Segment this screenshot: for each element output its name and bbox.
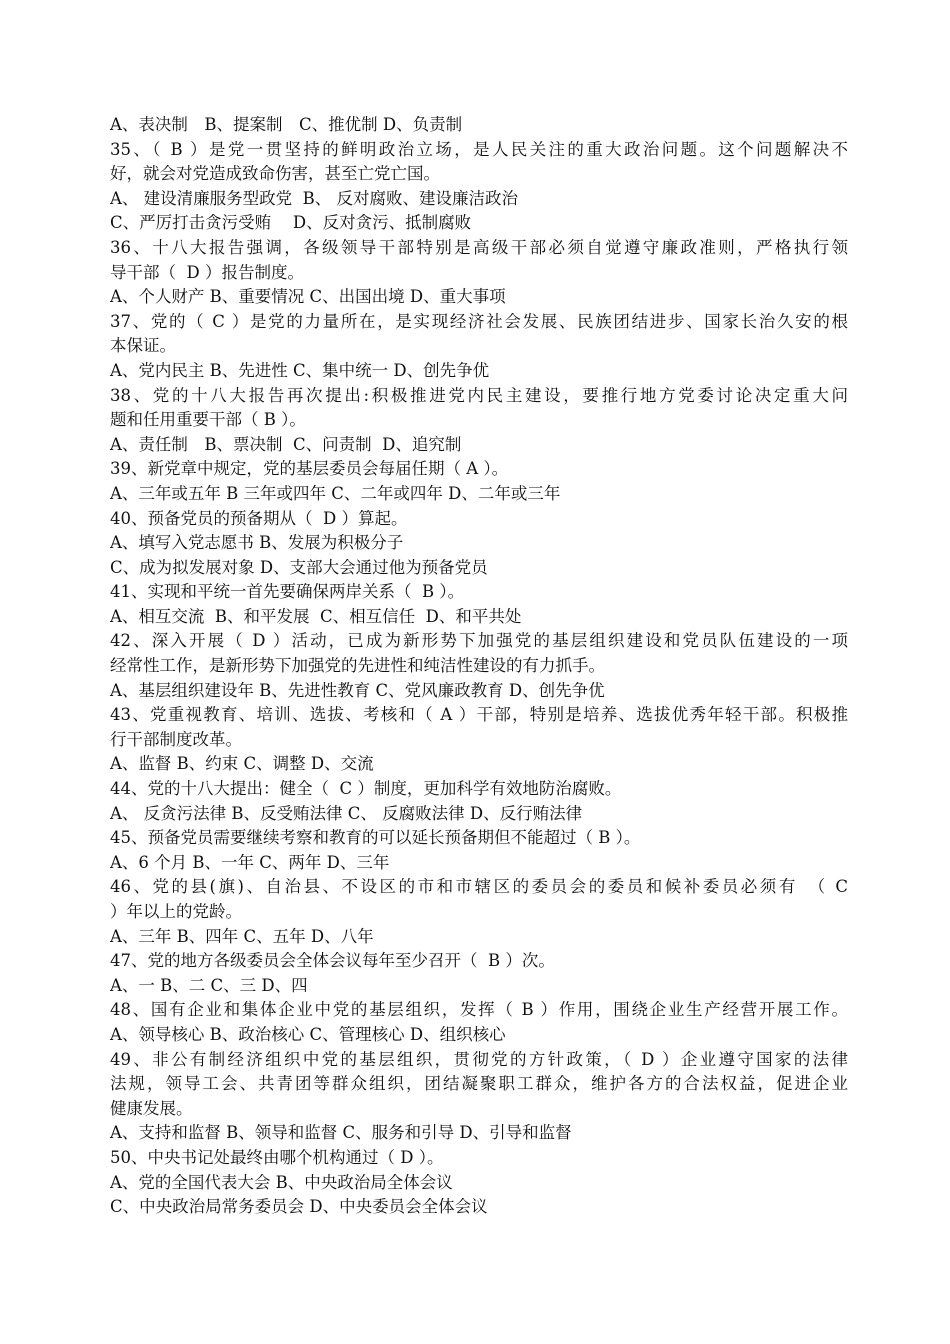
text-line: A、 建设清廉服务型政党 B、 反对腐败、建设廉洁政治 xyxy=(110,188,519,208)
text-line: 题和任用重要干部（ B ）。 xyxy=(110,410,306,430)
text-line: 44、党的十八大提出：健全（ C ）制度，更加科学有效地防治腐败。 xyxy=(110,779,622,799)
text-line: 50、中央书记处最终由哪个机构通过（ D ）。 xyxy=(110,1147,444,1167)
text-line: 41、实现和平统一首先要确保两岸关系（ B ）。 xyxy=(110,582,465,602)
text-line: 本保证。 xyxy=(110,336,176,356)
text-line: A、6 个月 B、一年 C、两年 D、三年 xyxy=(110,852,390,872)
text-line: A、三年 B、四年 C、五年 D、八年 xyxy=(110,926,374,946)
text-line: 法规，领导工会、共青团等群众组织，团结凝聚职工群众，维护各方的合法权益，促进企业 xyxy=(110,1074,848,1094)
text-line: 49、非公有制经济组织中党的基层组织，贯彻党的方针政策，（ D ）企业遵守国家的法律 xyxy=(110,1049,848,1069)
text-line: 行干部制度改革。 xyxy=(110,729,242,749)
text-line: A、相互交流 B、和平发展 C、相互信任 D、和平共处 xyxy=(110,606,522,626)
text-line: 47、党的地方各级委员会全体会议每年至少召开（ B ）次。 xyxy=(110,951,555,971)
text-line: 46、党的县(旗)、自治县、不设区的市和市辖区的委员会的委员和候补委员必须有 （ C xyxy=(110,877,848,897)
text-line: 48、国有企业和集体企业中党的基层组织，发挥（ B ）作用，围绕企业生产经营开展工作。 xyxy=(110,1000,848,1020)
text-line: 经常性工作，是新形势下加强党的先进性和纯洁性建设的有力抓手。 xyxy=(110,656,605,676)
text-line: A、领导核心 B、政治核心 C、管理核心 D、组织核心 xyxy=(110,1024,506,1044)
text-line: 好，就会对党造成致命伤害，甚至亡党亡国。 xyxy=(110,164,440,184)
text-line: 43、党重视教育、培训、选拔、考核和（ A ）干部，特别是培养、选拔优秀年轻干部。积极推 xyxy=(110,705,848,725)
text-line: 42、深入开展（ D ）活动，已成为新形势下加强党的基层组织建设和党员队伍建设的一项 xyxy=(110,631,848,651)
text-line: A、监督 B、约束 C、调整 D、交流 xyxy=(110,754,374,774)
text-line: 39、新党章中规定，党的基层委员会每届任期（ A ）。 xyxy=(110,459,509,479)
document-page xyxy=(110,113,848,1220)
text-line: C、成为拟发展对象 D、支部大会通过他为预备党员 xyxy=(110,557,488,577)
text-line: ）年以上的党龄。 xyxy=(110,902,242,921)
text-line: 37、党的（ C ）是党的力量所在，是实现经济社会发展、民族团结进步、国家长治久安的根 xyxy=(110,311,848,331)
text-line: A、党的全国代表大会 B、中央政治局全体会议 xyxy=(110,1172,453,1192)
text-line: 35、（ B ）是党一贯坚持的鲜明政治立场，是人民关注的重大政治问题。这个问题解决不 xyxy=(110,139,848,159)
text-line: A、表决制 B、提案制 C、推优制 D、负责制 xyxy=(110,115,463,134)
text-line: A、基层组织建设年 B、先进性教育 C、党风廉政教育 D、创先争优 xyxy=(110,680,605,700)
text-line: A、一 B、二 C、三 D、四 xyxy=(110,975,308,995)
text-line: A、个人财产 B、重要情况 C、出国出境 D、重大事项 xyxy=(110,287,506,307)
text-line: A、 反贪污法律 B、反受贿法律 C、 反腐败法律 D、反行贿法律 xyxy=(110,803,583,823)
text-line: 36、十八大报告强调，各级领导干部特别是高级干部必须自觉遵守廉政准则，严格执行领 xyxy=(110,237,848,257)
text-line: C、中央政治局常务委员会 D、中央委员会全体会议 xyxy=(110,1197,488,1217)
text-line: C、严厉打击贪污受贿 D、反对贪污、抵制腐败 xyxy=(110,213,472,233)
text-line: 导干部（ D ）报告制度。 xyxy=(110,262,304,282)
text-line: A、支持和监督 B、领导和监督 C、服务和引导 D、引导和监督 xyxy=(110,1123,572,1143)
text-line: 健康发展。 xyxy=(110,1098,193,1118)
text-line: 38、党的十八大报告再次提出:积极推进党内民主建设，要推行地方党委讨论决定重大问 xyxy=(110,385,848,405)
document-body xyxy=(110,113,848,1220)
text-line: A、党内民主 B、先进性 C、集中统一 D、创先争优 xyxy=(110,360,490,380)
text-line: A、责任制 B、票决制 C、问责制 D、追究制 xyxy=(110,434,462,454)
text-line: A、填写入党志愿书 B、发展为积极分子 xyxy=(110,533,404,553)
text-line: 45、预备党员需要继续考察和教育的可以延长预备期但不能超过（ B ）。 xyxy=(110,828,641,848)
text-line: 40、预备党员的预备期从（ D ）算起。 xyxy=(110,508,408,528)
text-line: A、三年或五年 B 三年或四年 C、二年或四年 D、二年或三年 xyxy=(110,483,561,503)
